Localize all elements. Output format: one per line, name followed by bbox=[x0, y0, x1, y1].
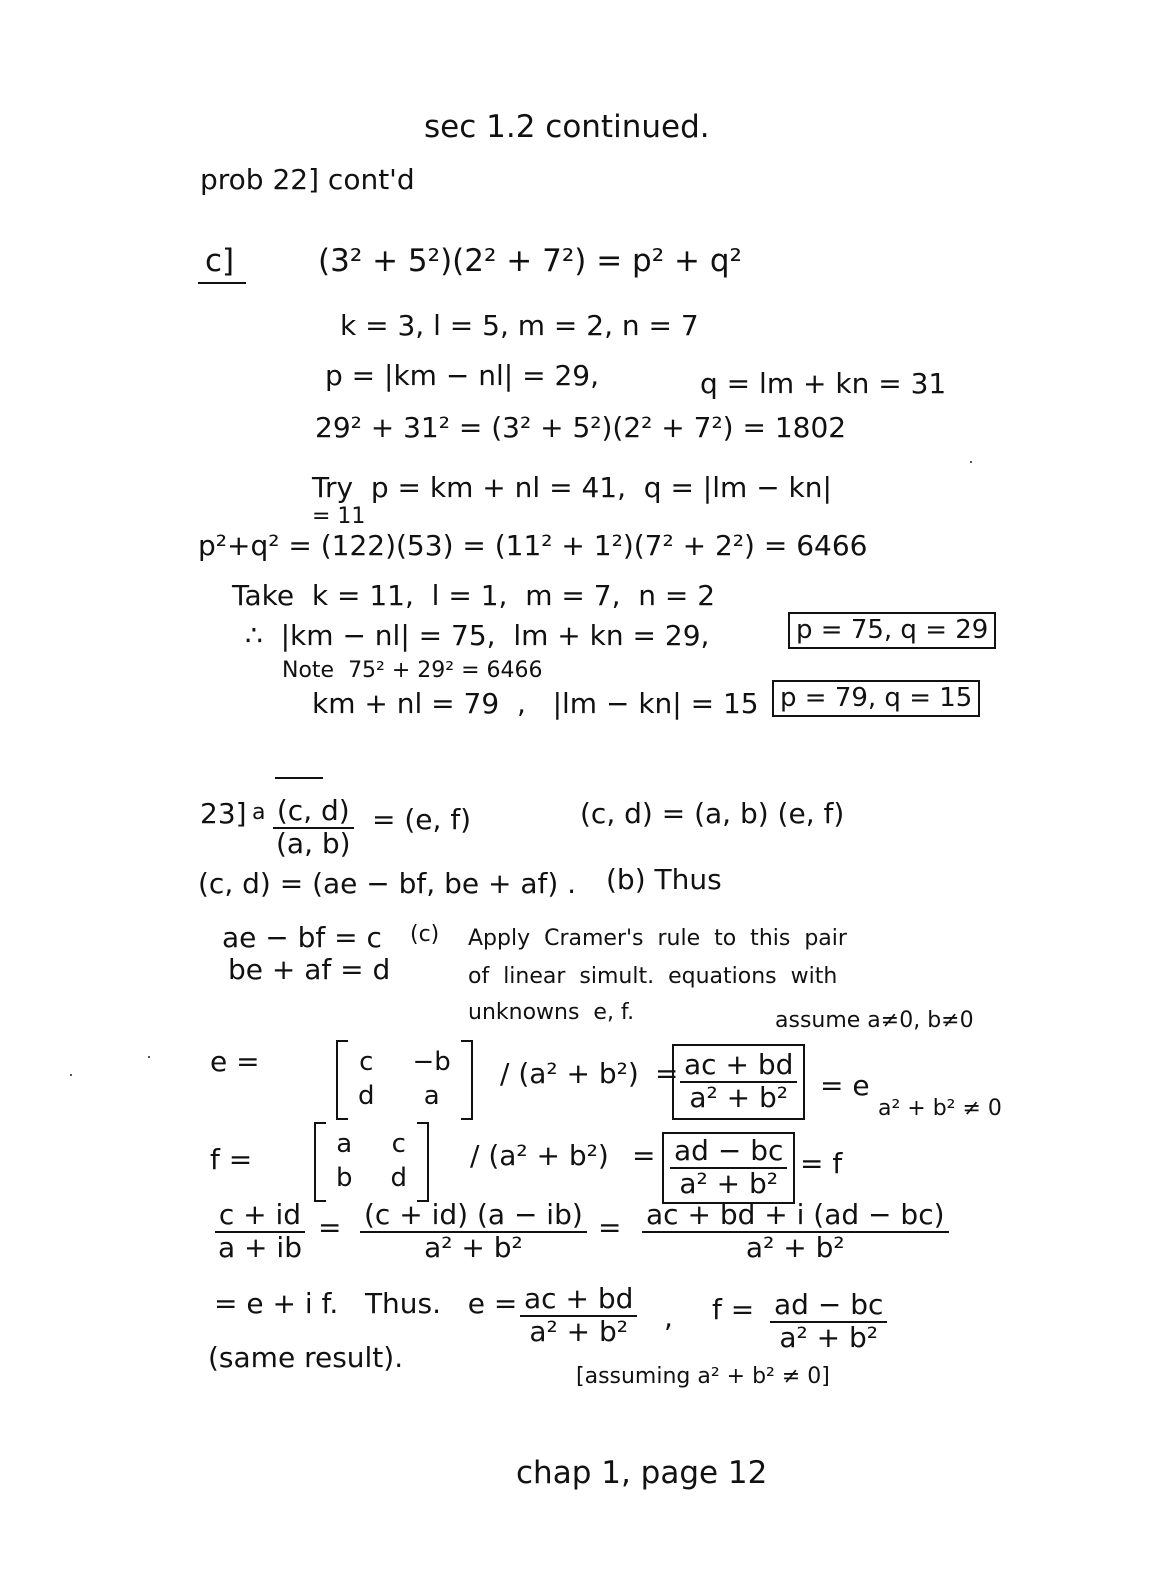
e-result-numerator: ac + bd bbox=[680, 1050, 797, 1083]
result-e-fraction bbox=[520, 1284, 637, 1348]
part-c-therefore: ∴ |km − nl| = 75, lm + kn = 29, bbox=[245, 619, 710, 652]
part-c-alt: km + nl = 79 , |lm − kn| = 15 bbox=[312, 687, 759, 720]
p23-product-equation: (c, d) = (a, b) (e, f) bbox=[580, 797, 845, 830]
p23-equals-ef: = (e, f) bbox=[372, 803, 472, 836]
matrix-right-bracket bbox=[461, 1040, 473, 1120]
result-comma: , bbox=[664, 1301, 673, 1334]
p23-system-eq1: ae − bf = c bbox=[222, 921, 382, 954]
part-c-p-line: p = |km − nl| = 29, bbox=[325, 359, 599, 392]
f-determinant-matrix bbox=[314, 1122, 429, 1202]
matrix-left-bracket bbox=[314, 1122, 326, 1202]
section-divider bbox=[275, 777, 323, 779]
p23-cramer-line2: of linear simult. equations with bbox=[468, 964, 838, 989]
complex-expanded-denominator: a² + b² bbox=[745, 1230, 845, 1264]
complex-conjugate-fraction bbox=[360, 1200, 587, 1264]
f-equals: = bbox=[632, 1139, 656, 1172]
p23-cramer-line3: unknowns e, f. bbox=[468, 1000, 635, 1025]
matrix-cell: d bbox=[390, 1163, 408, 1193]
p23-label: 23] bbox=[200, 797, 247, 830]
matrix-cell: b bbox=[336, 1163, 353, 1193]
part-c-assignment: k = 3, l = 5, m = 2, n = 7 bbox=[340, 309, 699, 342]
p23-quotient-denominator: (a, b) bbox=[276, 826, 351, 860]
result-f-numerator: ad − bc bbox=[770, 1290, 887, 1323]
part-c-underline bbox=[198, 282, 246, 284]
p23-quotient-fraction bbox=[272, 796, 355, 860]
complex-conjugate-numerator: (c + id) (a − ib) bbox=[360, 1200, 587, 1233]
matrix-cell: −b bbox=[412, 1047, 451, 1078]
part-c-check: 29² + 31² = (3² + 5²)(2² + 7²) = 1802 bbox=[315, 411, 847, 444]
page-title: sec 1.2 continued. bbox=[424, 109, 710, 145]
p23-part-b: (b) Thus bbox=[606, 863, 722, 896]
matrix-left-bracket bbox=[336, 1040, 348, 1120]
e-tail: = e bbox=[820, 1069, 870, 1102]
result-f-label: f = bbox=[712, 1293, 755, 1326]
complex-equals-2: = bbox=[598, 1211, 622, 1244]
part-c-equation: (3² + 5²)(2² + 7²) = p² + q² bbox=[318, 243, 742, 279]
complex-quotient-numerator: c + id bbox=[215, 1200, 305, 1233]
f-result-box bbox=[662, 1132, 795, 1204]
scan-speck bbox=[970, 461, 972, 463]
f-result-numerator: ad − bc bbox=[670, 1136, 787, 1169]
f-divisor: / (a² + b²) bbox=[470, 1139, 609, 1172]
p23-system-eq2: be + af = d bbox=[228, 953, 391, 986]
f-label: f = bbox=[210, 1143, 253, 1176]
result-e-denominator: a² + b² bbox=[529, 1314, 629, 1348]
part-c-q-line: q = lm + kn = 31 bbox=[700, 367, 947, 400]
matrix-right-bracket bbox=[417, 1122, 429, 1202]
e-determinant-matrix bbox=[336, 1040, 473, 1120]
part-c-eleven: = 11 bbox=[312, 504, 366, 529]
complex-quotient-denominator: a + ib bbox=[218, 1230, 302, 1264]
f-result-denominator: a² + b² bbox=[679, 1166, 779, 1200]
result-e-numerator: ac + bd bbox=[520, 1284, 637, 1317]
complex-expanded-numerator: ac + bd + i (ad − bc) bbox=[642, 1200, 949, 1233]
f-tail: = f bbox=[800, 1147, 843, 1180]
matrix-cell: c bbox=[391, 1129, 406, 1160]
page-footer: chap 1, page 12 bbox=[516, 1455, 768, 1491]
answer-box-1: p = 75, q = 29 bbox=[788, 612, 996, 649]
matrix-cell: a bbox=[336, 1129, 353, 1160]
part-c-take: Take k = 11, l = 1, m = 7, n = 2 bbox=[232, 579, 716, 612]
p23-part-c: (c) bbox=[410, 922, 440, 947]
nonzero-note: a² + b² ≠ 0 bbox=[878, 1096, 1002, 1121]
matrix-cell: a bbox=[423, 1081, 440, 1111]
e-result-denominator: a² + b² bbox=[689, 1080, 789, 1114]
part-c-try: Try p = km + nl = 41, q = |lm − kn| bbox=[312, 471, 832, 504]
scan-speck bbox=[148, 1056, 150, 1058]
complex-quotient-fraction bbox=[214, 1200, 306, 1264]
p23-expansion: (c, d) = (ae − bf, be + af) . bbox=[198, 867, 577, 900]
e-equals: = bbox=[655, 1057, 679, 1090]
assuming-note: [assuming a² + b² ≠ 0] bbox=[576, 1364, 830, 1389]
result-lead: = e + i f. Thus. e = bbox=[214, 1287, 518, 1320]
p23-assume-nonzero: assume a≠0, b≠0 bbox=[775, 1008, 974, 1033]
result-f-fraction bbox=[770, 1290, 887, 1354]
p23-part-a: a bbox=[252, 800, 266, 825]
complex-conjugate-denominator: a² + b² bbox=[424, 1230, 523, 1264]
matrix-cell: d bbox=[358, 1081, 375, 1111]
e-label: e = bbox=[210, 1045, 260, 1078]
part-c-product: p²+q² = (122)(53) = (11² + 1²)(7² + 2²) = 6466 bbox=[198, 529, 868, 562]
part-c-label: c] bbox=[205, 243, 235, 279]
matrix-cell: c bbox=[359, 1047, 374, 1078]
e-result-box bbox=[672, 1044, 805, 1120]
p23-quotient-numerator: (c, d) bbox=[273, 796, 354, 829]
complex-equals-1: = bbox=[318, 1211, 342, 1244]
result-f-denominator: a² + b² bbox=[779, 1320, 879, 1354]
complex-expanded-fraction bbox=[642, 1200, 949, 1264]
scan-speck bbox=[70, 1074, 72, 1076]
answer-box-2: p = 79, q = 15 bbox=[772, 680, 980, 717]
same-result-note: (same result). bbox=[208, 1341, 404, 1374]
p23-cramer-line1: Apply Cramer's rule to this pair bbox=[468, 926, 847, 951]
part-c-note: Note 75² + 29² = 6466 bbox=[282, 658, 543, 683]
e-divisor: / (a² + b²) bbox=[500, 1057, 639, 1090]
problem-subheading: prob 22] cont'd bbox=[200, 163, 415, 196]
